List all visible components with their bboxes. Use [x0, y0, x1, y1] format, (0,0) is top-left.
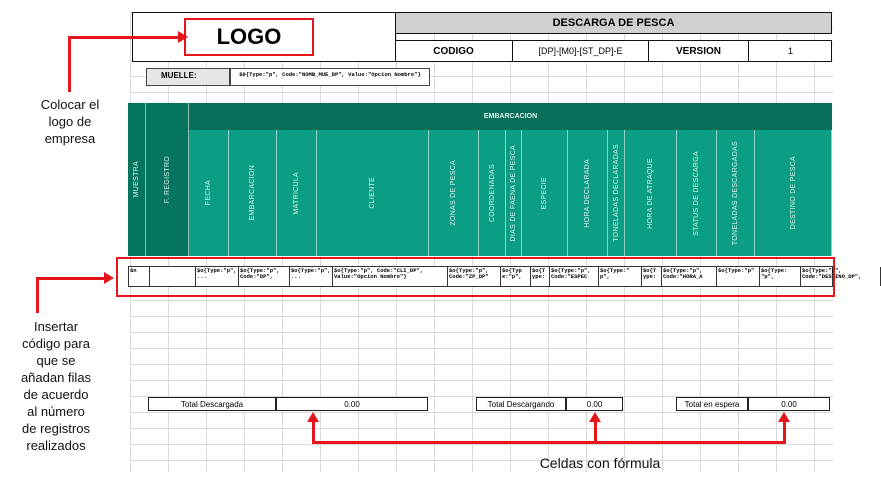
column-header: [717, 130, 755, 256]
rows-arrow-vertical: [36, 277, 39, 313]
total-descargada-value[interactable]: 0.00: [276, 397, 428, 411]
column-header-label: MUESTRA: [133, 161, 140, 198]
column-header: [277, 130, 317, 256]
column-header: [429, 130, 479, 256]
column-header: [146, 103, 189, 256]
version-label: VERSION: [649, 40, 749, 62]
code-cell[interactable]: $o{Type:"p": [717, 267, 760, 286]
code-cell[interactable]: $o{Type:"p", ...: [290, 267, 333, 286]
column-header: [522, 130, 568, 256]
rows-note: Insertar código para que se añadan filas de acuerdo al número de registros realizados: [20, 319, 92, 453]
formula-arrow-stem-3: [783, 420, 786, 444]
formula-arrow-stem-2: [594, 420, 597, 444]
column-header-label: TONELADAS DECLARADAS: [612, 144, 620, 242]
code-cell[interactable]: $o{Type: "p",: [760, 267, 801, 286]
column-header-label: ZONAS DE PESCA: [450, 160, 457, 226]
column-header: [608, 130, 625, 256]
total-descargando-label: Total Descargando: [487, 399, 555, 409]
logo-arrow-horizontal: [68, 36, 180, 39]
total-descargando-value[interactable]: 0.00: [566, 397, 623, 411]
column-header-label: CLIENTE: [369, 177, 376, 209]
total-descargando: [476, 397, 566, 411]
column-header-label: FECHA: [205, 180, 212, 206]
column-header-label: TONELADAS DESCARGADAS: [732, 140, 739, 246]
column-header-label: MATRICULA: [293, 171, 300, 215]
total-en-espera: [676, 397, 748, 411]
column-header: [568, 130, 608, 256]
code-cell[interactable]: $o{Type:"p", Code:"HORA_A: [662, 267, 717, 286]
column-header: [128, 103, 146, 256]
muelle-code[interactable]: $0{Type:"p", Code:"NOMB_MUE_DP", Value:"Opcion Nombre"}: [230, 68, 430, 86]
column-header-label: HORA DECLARADA: [584, 158, 591, 228]
code-cell[interactable]: $o{Type:"p", Code:"DP",: [239, 267, 290, 286]
total-descargada-label: Total Descargada: [180, 399, 244, 409]
total-en-espera-label: Total en espera: [684, 399, 740, 409]
codigo-label: CODIGO: [395, 40, 513, 62]
column-header: [479, 130, 506, 256]
formula-arrow-stem-1: [312, 420, 315, 444]
column-header: [677, 130, 717, 256]
code-cell[interactable]: $o{Type:"p", ...: [196, 267, 239, 286]
column-header-label: EMBARCACION: [249, 165, 256, 221]
formula-arrow-baseline: [312, 441, 786, 444]
muelle-label: MUELLE:: [146, 68, 230, 86]
column-header-label: HORA DE ATRAQUE: [647, 157, 654, 229]
formula-arrow-head-1: [307, 412, 319, 422]
total-descargada: [148, 397, 276, 411]
code-cell[interactable]: $o{T ype:: [531, 267, 550, 286]
column-header-label: COORDENADAS: [488, 163, 496, 223]
column-header: [506, 130, 522, 256]
rows-arrow-head: [104, 272, 114, 284]
column-header-label: ESPECIE: [541, 176, 548, 210]
column-header: [317, 130, 429, 256]
logo-note: Colocar el logo de empresa: [40, 97, 100, 146]
column-header-label: DESTINO DE PESCA: [789, 156, 797, 230]
total-en-espera-value[interactable]: 0.00: [748, 397, 830, 411]
column-header-label: STATUS DE DESCARGA: [693, 150, 700, 236]
column-header: [189, 130, 229, 256]
code-cell[interactable]: $o{Type:"p", Code:"ZP_DP": [448, 267, 501, 286]
column-headers: [128, 103, 832, 256]
column-header: [625, 130, 677, 256]
code-cell[interactable]: $o{Type:"p", Code:"CLI_DP", Value:"Opcion Nombre"}: [333, 267, 448, 286]
formula-arrow-head-3: [778, 412, 790, 422]
code-cell[interactable]: $o{Type:"p", Code:"DESTINO_DP",: [801, 267, 881, 286]
formula-note: Celdas con fórmula: [539, 455, 661, 471]
version-value: 1: [787, 46, 793, 56]
column-header: [755, 130, 832, 256]
rows-arrow-horizontal: [36, 277, 106, 280]
column-header-label: F. REGISTRO: [163, 155, 171, 204]
logo-arrow-head: [178, 31, 188, 43]
logo-placeholder: LOGO: [184, 18, 314, 56]
logo-arrow-vertical: [68, 36, 71, 92]
code-cell[interactable]: $n: [129, 267, 150, 286]
code-cell[interactable]: $o{T ype:: [642, 267, 662, 286]
column-header: [229, 130, 277, 256]
code-cell[interactable]: $o{Type:"p", Code:"ESPEC: [550, 267, 599, 286]
document-title: DESCARGA DE PESCA: [395, 12, 832, 34]
column-header-label: DIAS DE FAENA DE PESCA: [510, 144, 517, 242]
formula-arrow-head-2: [589, 412, 601, 422]
embarcacion-group-label: EMBARCACION: [483, 113, 538, 120]
code-cell[interactable]: $o{Type:" p",: [599, 267, 642, 286]
code-row-highlight: [116, 257, 835, 297]
code-cell[interactable]: $o{Typ e:"p",: [501, 267, 531, 286]
codigo-value: [DP]-[M0]-[ST_DP]-E: [513, 40, 649, 62]
